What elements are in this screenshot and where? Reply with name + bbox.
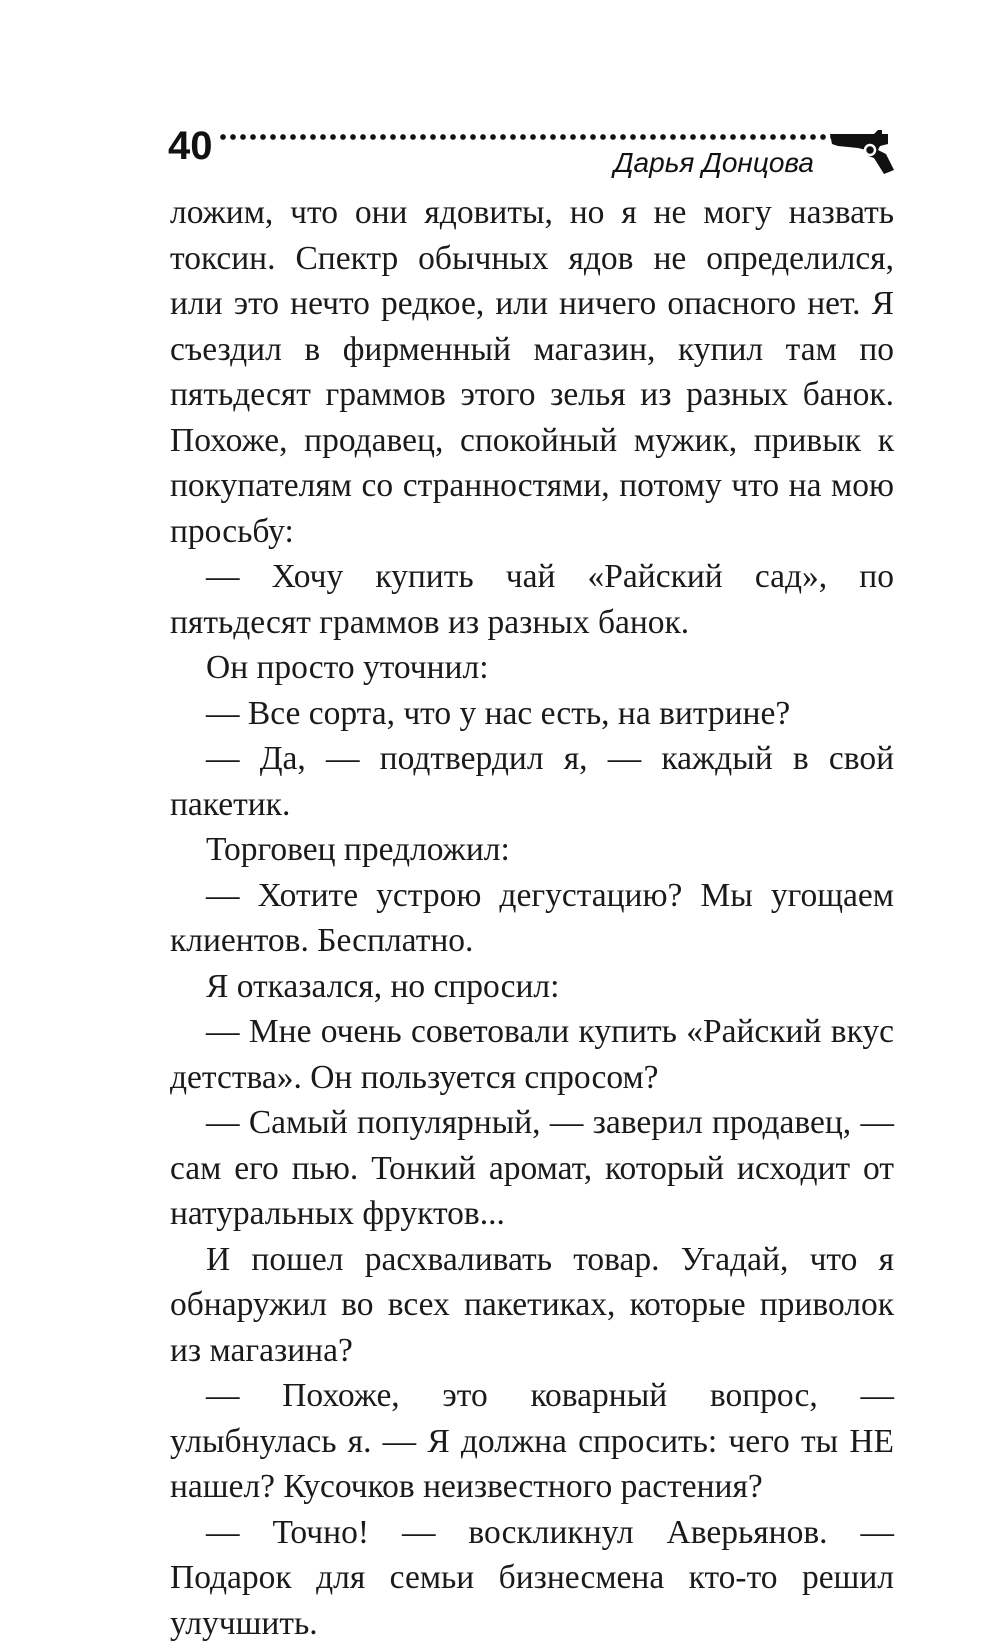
paragraph: — Хочу купить чай «Райский сад», по пятьдесят граммов из разных банок.: [170, 554, 894, 645]
paragraph: — Мне очень советовали купить «Райский вкус детства». Он пользуется спросом?: [170, 1009, 894, 1100]
dotted-rule: [218, 132, 858, 142]
paragraph: — Точно! — воскликнул Аверьянов. — Подарок для семьи бизнесмена кто-то решил улучшить.: [170, 1510, 894, 1646]
paragraph: — Самый популярный, — заверил продавец, — сам его пью. Тонкий аромат, который исходит от натуральных фруктов...: [170, 1100, 894, 1237]
paragraph: — Похоже, это коварный вопрос, — улыбнулась я. — Я должна спросить: чего ты НЕ нашел? Кусочков неизвестного растения?: [170, 1373, 894, 1510]
body-text: [170, 190, 894, 1646]
paragraph: ложим, что они ядовиты, но я не могу назвать токсин. Спектр обычных ядов не определился, или это нечто редкое, или ничего опасного нет. Я съездил в фирменный магазин, купил там по пятьдесят граммов этого зелья из разных банок. Похоже, продавец, спокойный мужик, привык к покупателям со странностями, потому что на мою просьбу:: [170, 190, 894, 554]
paragraph: Я отказался, но спросил:: [170, 964, 894, 1010]
paragraph: — Все сорта, что у нас есть, на витрине?: [170, 691, 894, 737]
paragraph: — Хотите устрою дегустацию? Мы угощаем клиентов. Бесплатно.: [170, 873, 894, 964]
page-number: 40: [168, 122, 213, 170]
author-name: Дарья Донцова: [614, 146, 814, 180]
revolver-icon: [828, 124, 898, 178]
paragraph: Он просто уточнил:: [170, 645, 894, 691]
paragraph: — Да, — подтвердил я, — каждый в свой пакетик.: [170, 736, 894, 827]
running-header: [168, 118, 898, 188]
paragraph: Торговец предложил:: [170, 827, 894, 873]
paragraph: И пошел расхваливать товар. Угадай, что я обнаружил во всех пакетиках, которые приволок из магазина?: [170, 1237, 894, 1374]
